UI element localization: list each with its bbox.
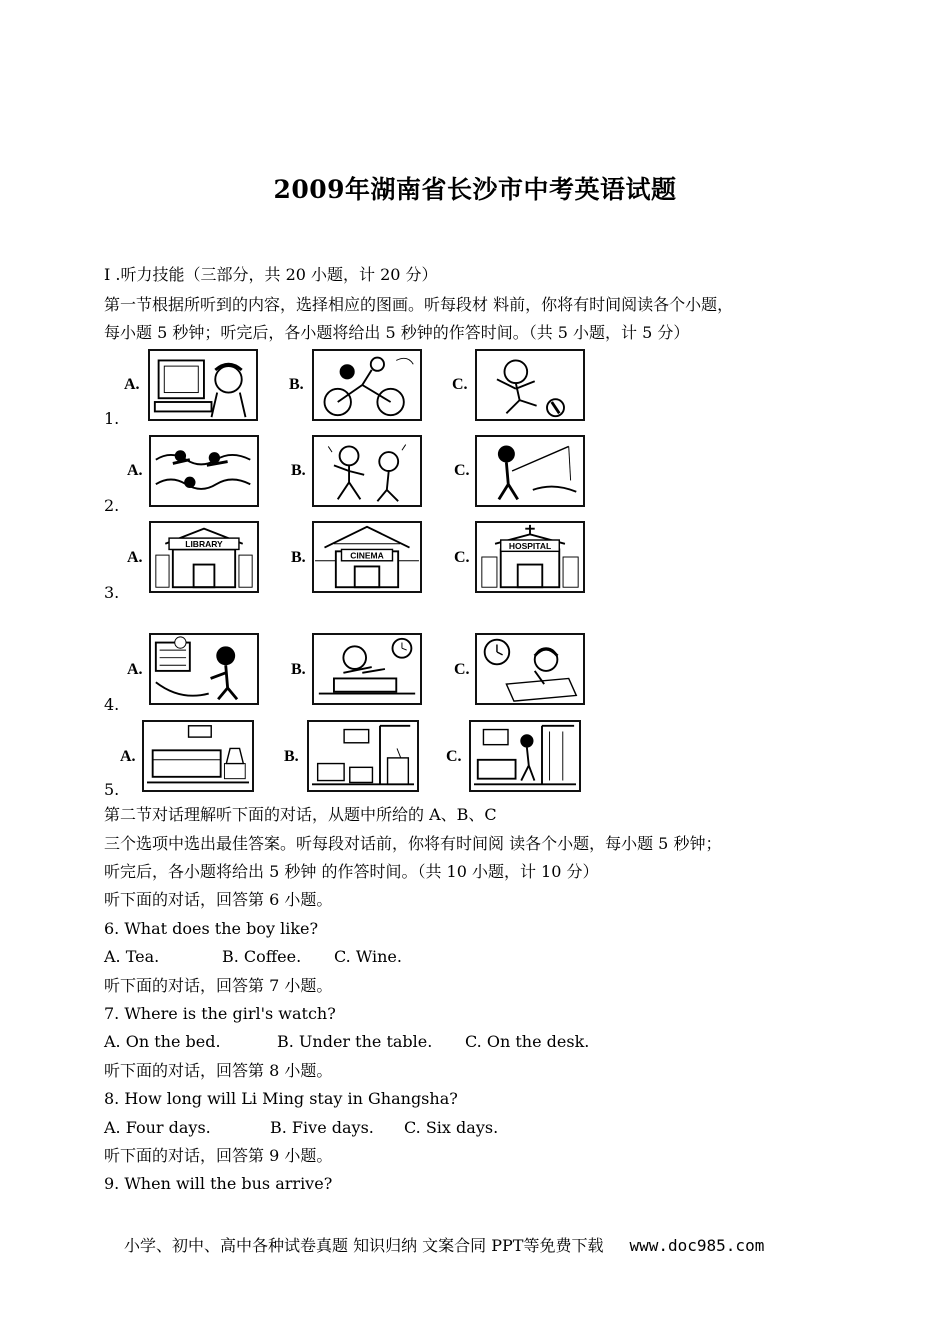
q6-prompt: 听下面的对话，回答第 6 小题。	[104, 890, 333, 909]
footer-url-link[interactable]: www.doc985.com	[629, 1236, 765, 1255]
q6-option-c[interactable]: C. Wine.	[334, 947, 402, 966]
q9-question: 9. When will the bus arrive?	[104, 1174, 333, 1193]
hospital-sign: HOSPITAL	[508, 540, 552, 551]
q5-option-b-label: B.	[284, 748, 299, 765]
q4-picture-c[interactable]	[475, 633, 585, 705]
footer	[124, 1233, 764, 1256]
q2-picture-c[interactable]	[475, 435, 585, 507]
q1-option-a-label: A.	[124, 376, 140, 393]
q2-picture-a[interactable]	[149, 435, 259, 507]
q3-option-b-label: B.	[291, 549, 306, 566]
q4-option-c-label: C.	[454, 661, 470, 678]
q5-option-a-label: A.	[120, 748, 136, 765]
q1-picture-b[interactable]	[312, 349, 422, 421]
q7-option-c[interactable]: C. On the desk.	[465, 1032, 590, 1051]
q1-option-b-label: B.	[289, 376, 304, 393]
q2-option-a-label: A.	[127, 462, 143, 479]
q3-picture-c[interactable]	[475, 521, 585, 593]
q6-option-b[interactable]: B. Coffee.	[222, 947, 302, 966]
q6-question: 6. What does the boy like?	[104, 919, 319, 938]
section2-intro-line1: 第二节对话理解听下面的对话，从题中所给的 A、B、C	[104, 805, 497, 824]
section1-heading: I .听力技能（三部分，共 20 小题，计 20 分）	[104, 265, 438, 284]
q6-option-a[interactable]: A. Tea.	[104, 947, 160, 966]
section2-intro-line3: 听完后，各小题将给出 5 秒钟 的作答时间。（共 10 小题，计 10 分）	[104, 862, 599, 881]
section1-intro-line1: 第一节根据所听到的内容，选择相应的图画。听每段材 料前，你将有时间阅读各个小题，	[104, 295, 734, 314]
q2-option-c-label: C.	[454, 462, 470, 479]
section1-intro-line2: 每小题 5 秒钟；听完后，各小题将给出 5 秒钟的作答时间。（共 5 小题，计 5 分）	[104, 323, 690, 342]
q5-picture-a[interactable]	[142, 720, 254, 792]
q2-picture-b[interactable]	[312, 435, 422, 507]
cinema-sign: CINEMA	[350, 550, 384, 561]
q4-picture-a[interactable]	[149, 633, 259, 705]
q3-picture-b[interactable]	[312, 521, 422, 593]
q7-options	[104, 1032, 589, 1052]
q5-picture-c[interactable]	[469, 720, 581, 792]
q7-question: 7. Where is the girl's watch?	[104, 1004, 336, 1023]
q3-option-a-label: A.	[127, 549, 143, 566]
q8-question: 8. How long will Li Ming stay in Ghangsha?	[104, 1089, 458, 1108]
q1-option-c-label: C.	[452, 376, 468, 393]
q8-option-b[interactable]: B. Five days.	[270, 1118, 374, 1137]
q4-option-b-label: B.	[291, 661, 306, 678]
q1-number: 1.	[104, 409, 120, 428]
q1-picture-c[interactable]	[475, 349, 585, 421]
q4-number: 4.	[104, 695, 120, 714]
q5-option-c-label: C.	[446, 748, 462, 765]
q8-option-a[interactable]: A. Four days.	[104, 1118, 211, 1137]
q3-option-c-label: C.	[454, 549, 470, 566]
q3-number: 3.	[104, 583, 120, 602]
q7-option-a[interactable]: A. On the bed.	[104, 1032, 221, 1051]
q8-options	[104, 1118, 498, 1138]
library-sign: LIBRARY	[185, 539, 223, 550]
q7-option-b[interactable]: B. Under the table.	[277, 1032, 433, 1051]
section2-intro-line2: 三个选项中选出最佳答案。听每段对话前，你将有时间阅 读各个小题，每小题 5 秒钟；	[104, 834, 722, 853]
q8-option-c[interactable]: C. Six days.	[404, 1118, 499, 1137]
q2-number: 2.	[104, 496, 120, 515]
footer-text: 小学、初中、高中各种试卷真题 知识归纳 文案合同 PPT等免费下载	[124, 1236, 604, 1255]
q5-number: 5.	[104, 780, 120, 799]
q3-picture-a[interactable]	[149, 521, 259, 593]
q2-option-b-label: B.	[291, 462, 306, 479]
q8-prompt: 听下面的对话，回答第 8 小题。	[104, 1061, 333, 1080]
q4-option-a-label: A.	[127, 661, 143, 678]
q7-prompt: 听下面的对话，回答第 7 小题。	[104, 976, 333, 995]
q1-picture-a[interactable]	[148, 349, 258, 421]
q4-picture-b[interactable]	[312, 633, 422, 705]
q9-prompt: 听下面的对话，回答第 9 小题。	[104, 1146, 333, 1165]
q5-picture-b[interactable]	[307, 720, 419, 792]
page-title: 2009年湖南省长沙市中考英语试题	[273, 175, 677, 204]
q6-options	[104, 947, 402, 967]
